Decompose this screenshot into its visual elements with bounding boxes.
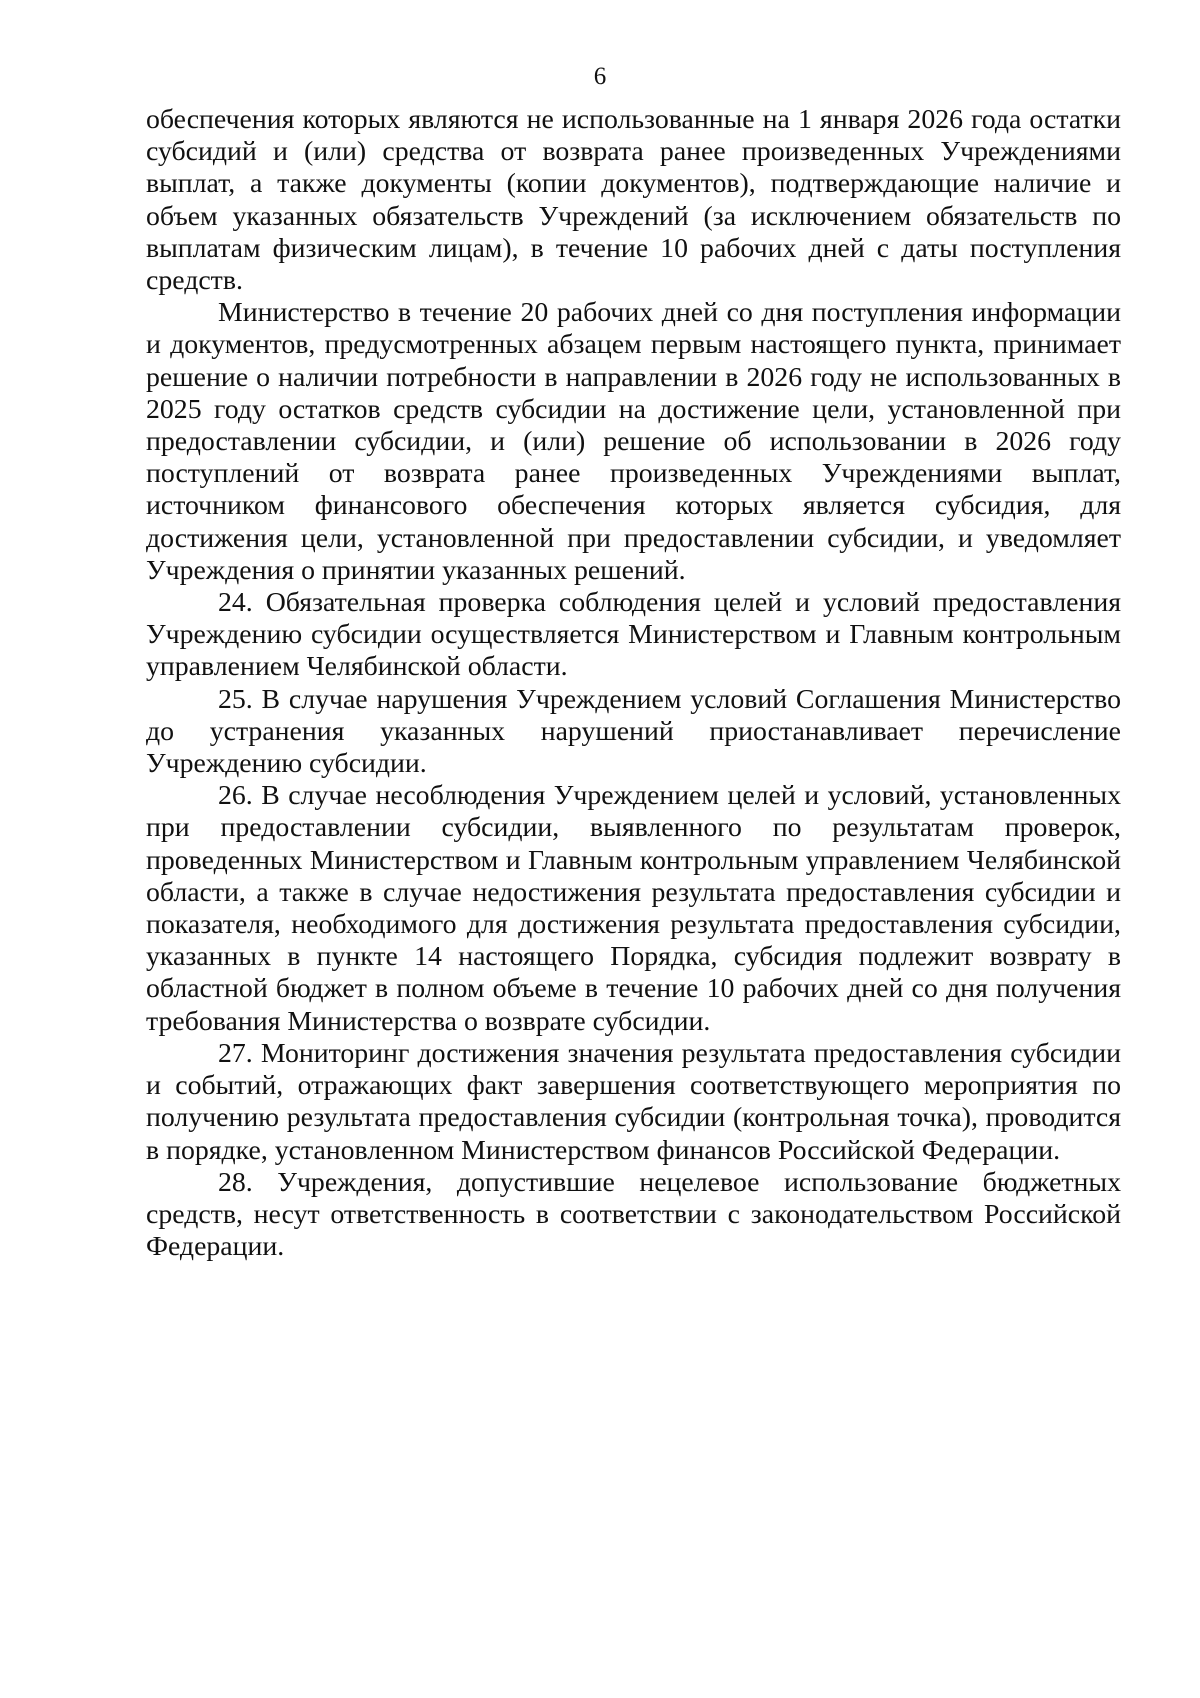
paragraph-item-26: 26. В случае несоблюдения Учреждением целей и условий, установленных при предоставлении субсидии, выявленного по результатам проверок, проведенных Министерством и Главным контрольным управлением Челябинской области, а также в случае недостижения результата предоставления субсидии и показателя, необходимого для достижения результата предоставления субсидии, указанных в пункте 14 настоящего Порядка, субсидия подлежит возврату в областной бюджет в полном объеме в течение 10 рабочих дней со дня получения требования Министерства о возврате субсидии. — [146, 780, 1121, 1037]
paragraph-item-28: 28. Учреждения, допустившие нецелевое использование бюджетных средств, несут ответственность в соответствии с законодательством Российской Федерации. — [146, 1166, 1121, 1263]
paragraph-ministry-decision: Министерство в течение 20 рабочих дней со дня поступления информации и документов, предусмотренных абзацем первым настоящего пункта, принимает решение о наличии потребности в направлении в 2026 году не использованных в 2025 году остатков средств субсидии на достижение цели, установленной при предоставлении субсидии, и (или) решение об использовании в 2026 году поступлений от возврата ранее произведенных Учреждениями выплат, источником финансового обеспечения которых является субсидия, для достижения цели, установленной при предоставлении субсидии, и уведомляет Учреждения о принятии указанных решений. — [146, 297, 1121, 586]
document-body — [146, 104, 1121, 1263]
paragraph-item-25: 25. В случае нарушения Учреждением условий Соглашения Министерство до устранения указанных нарушений приостанавливает перечисление Учреждению субсидии. — [146, 683, 1121, 780]
paragraph-continuation: обеспечения которых являются не использованные на 1 января 2026 года остатки субсидий и (или) средства от возврата ранее произведенных Учреждениями выплат, а также документы (копии документов), подтверждающие наличие и объем указанных обязательств Учреждений (за исключением обязательств по выплатам физическим лицам), в течение 10 рабочих дней с даты поступления средств. — [146, 104, 1121, 297]
page-number: 6 — [593, 63, 607, 90]
paragraph-item-24: 24. Обязательная проверка соблюдения целей и условий предоставления Учреждению субсидии осуществляется Министерством и Главным контрольным управлением Челябинской области. — [146, 587, 1121, 683]
paragraph-item-27: 27. Мониторинг достижения значения результата предоставления субсидии и событий, отражающих факт завершения соответствующего мероприятия по получению результата предоставления субсидии (контрольная точка), проводится в порядке, установленном Министерством финансов Российской Федерации. — [146, 1037, 1121, 1166]
